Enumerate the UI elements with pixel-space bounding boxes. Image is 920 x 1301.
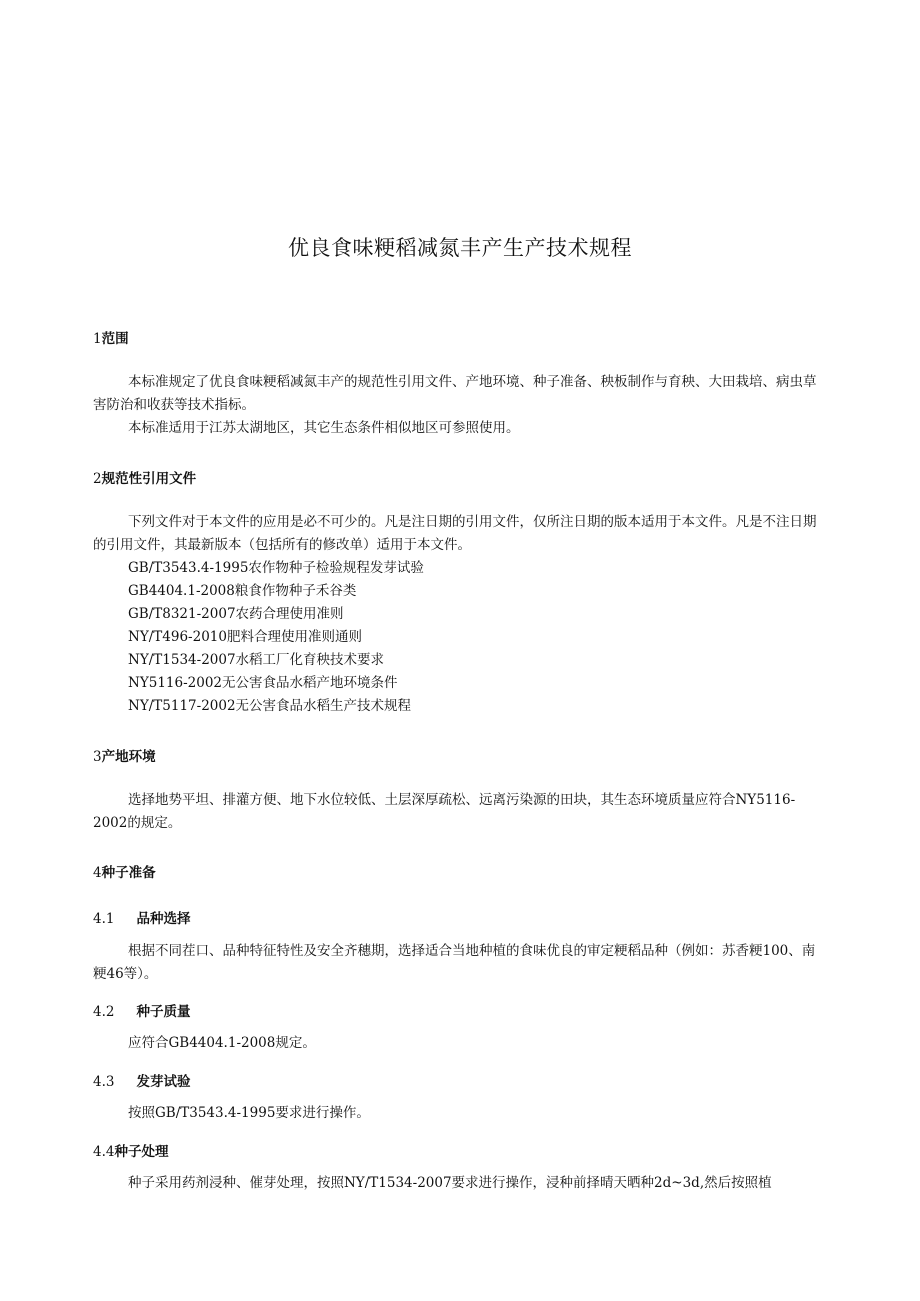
reference-item: GB/T8321-2007农药合理使用准则 xyxy=(128,606,344,622)
document-title: 优良食味粳稻减氮丰产生产技术规程 xyxy=(288,236,632,260)
section-title: 种子准备 xyxy=(101,865,156,881)
subsection-4-2-text: 应符合GB4404.1-2008规定。 xyxy=(128,1035,316,1051)
subsection-title: 种子处理 xyxy=(114,1144,169,1160)
subsection-4-4-heading xyxy=(93,1140,168,1160)
subsection-number: 4.4 xyxy=(93,1144,115,1160)
section-2-paragraph-1: 下列文件对于本文件的应用是必不可少的。凡是注日期的引用文件，仅所注日期的版本适用于本文件。凡是不注日期的引用文件，其最新版本（包括所有的修改单）适用于本文件。 xyxy=(93,514,817,553)
section-number: 2 xyxy=(93,471,102,487)
reference-item: NY/T496-2010肥料合理使用准则通则 xyxy=(128,629,362,645)
subsection-number: 4.3 xyxy=(93,1074,115,1090)
subsection-title: 品种选择 xyxy=(136,911,191,927)
subsection-title: 发芽试验 xyxy=(136,1074,191,1090)
subsection-title: 种子质量 xyxy=(136,1004,191,1020)
section-1-heading xyxy=(93,327,129,347)
reference-item: NY5116-2002无公害食品水稻产地环境条件 xyxy=(128,675,398,691)
subsection-4-2-heading xyxy=(93,1000,190,1020)
reference-item: NY/T5117-2002无公害食品水稻生产技术规程 xyxy=(128,698,412,714)
section-number: 1 xyxy=(93,331,102,347)
section-3-heading xyxy=(93,745,156,765)
subsection-4-3-heading xyxy=(93,1070,190,1090)
section-2-heading xyxy=(93,467,196,487)
section-4-heading xyxy=(93,861,156,881)
subsection-4-1-text: 根据不同茬口、品种特征特性及安全齐穗期，选择适合当地种植的食味优良的审定粳稻品种（例如：苏香粳100、南粳46等）。 xyxy=(93,943,816,982)
subsection-4-1-heading xyxy=(93,907,190,927)
reference-item: NY/T1534-2007水稻工厂化育秧技术要求 xyxy=(128,652,385,668)
section-number: 3 xyxy=(93,749,102,765)
reference-item: GB4404.1-2008粮食作物种子禾谷类 xyxy=(128,583,357,599)
section-number: 4 xyxy=(93,865,102,881)
reference-item: GB/T3543.4-1995农作物种子检验规程发芽试验 xyxy=(128,560,424,576)
subsection-number: 4.2 xyxy=(93,1004,115,1020)
section-1-paragraph-2: 本标准适用于江苏太湖地区，其它生态条件相似地区可参照使用。 xyxy=(128,420,520,436)
subsection-4-4-text: 种子采用药剂浸种、催芽处理，按照NY/T1534-2007要求进行操作，浸种前择晴天晒种2d~3d,然后按照植 xyxy=(128,1175,772,1191)
section-title: 规范性引用文件 xyxy=(101,471,197,487)
subsection-4-3-text: 按照GB/T3543.4-1995要求进行操作。 xyxy=(128,1105,370,1121)
section-1-paragraph-1: 本标准规定了优良食味粳稻减氮丰产的规范性引用文件、产地环境、种子准备、秧板制作与育秧、大田栽培、病虫草害防治和收获等技术指标。 xyxy=(93,374,817,413)
section-title: 产地环境 xyxy=(101,749,156,765)
section-3-paragraph-1: 选择地势平坦、排灌方便、地下水位较低、土层深厚疏松、远离污染源的田块，其生态环境质量应符合NY5116-2002的规定。 xyxy=(93,792,796,831)
section-title: 范围 xyxy=(101,331,129,347)
subsection-number: 4.1 xyxy=(93,911,115,927)
